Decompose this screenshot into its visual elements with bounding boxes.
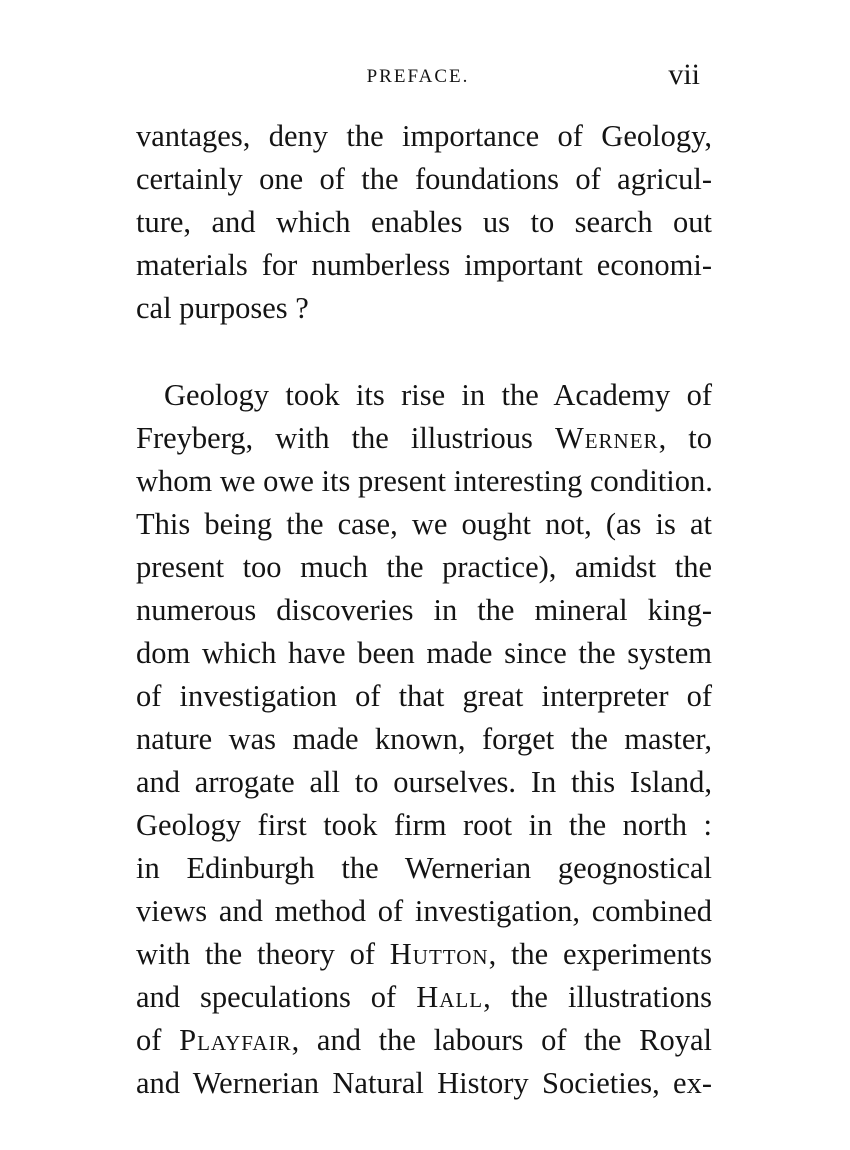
author-name-playfair: Playfair <box>179 1023 292 1057</box>
page-number: vii <box>668 58 700 91</box>
text-span: , the illustrations <box>483 980 712 1014</box>
text-line: views and method of investigation, combined <box>136 894 712 928</box>
text-line: certainly one of the foundations of agricul- <box>136 162 712 196</box>
text-span: , and the labours of the Royal <box>291 1023 712 1057</box>
text-line: present too much the practice), amidst the <box>136 550 712 584</box>
text-span: , to <box>658 421 712 455</box>
text-span: , the experiments <box>488 937 712 971</box>
text-line: This being the case, we ought not, (as is at <box>136 507 712 541</box>
text-line <box>136 1022 712 1062</box>
text-span: Freyberg, with the illustrious <box>136 421 555 455</box>
text-line: nature was made known, forget the master, <box>136 722 712 756</box>
author-name-werner: Werner <box>554 421 659 455</box>
text-line: in Edinburgh the Wernerian geognostical <box>136 851 712 885</box>
text-line: Geology first took firm root in the north : <box>136 808 712 842</box>
text-span: and speculations of <box>136 980 417 1014</box>
text-line: cal purposes ? <box>136 291 309 325</box>
text-line: numerous discoveries in the mineral king- <box>136 593 712 627</box>
running-head: PREFACE. <box>366 66 470 87</box>
text-span: of <box>136 1023 180 1057</box>
text-line <box>136 979 712 1019</box>
text-line: ture, and which enables us to search out <box>136 205 712 239</box>
text-line: whom we owe its present interesting condition. <box>136 464 713 498</box>
text-line: and Wernerian Natural History Societies, ex- <box>136 1066 712 1100</box>
author-name-hall: Hall <box>416 980 484 1014</box>
text-line: dom which have been made since the system <box>136 636 712 670</box>
text-line: and arrogate all to ourselves. In this Island, <box>136 765 712 799</box>
text-line: vantages, deny the importance of Geology, <box>136 119 712 153</box>
text-line <box>136 936 712 976</box>
text-line: of investigation of that great interpreter of <box>136 679 712 713</box>
text-span: with the theory of <box>136 937 390 971</box>
text-line: materials for numberless important economi- <box>136 248 712 282</box>
text-line: Geology took its rise in the Academy of <box>164 378 712 412</box>
author-name-hutton: Hutton <box>389 937 489 971</box>
text-line <box>136 420 712 460</box>
page-header <box>136 56 700 96</box>
